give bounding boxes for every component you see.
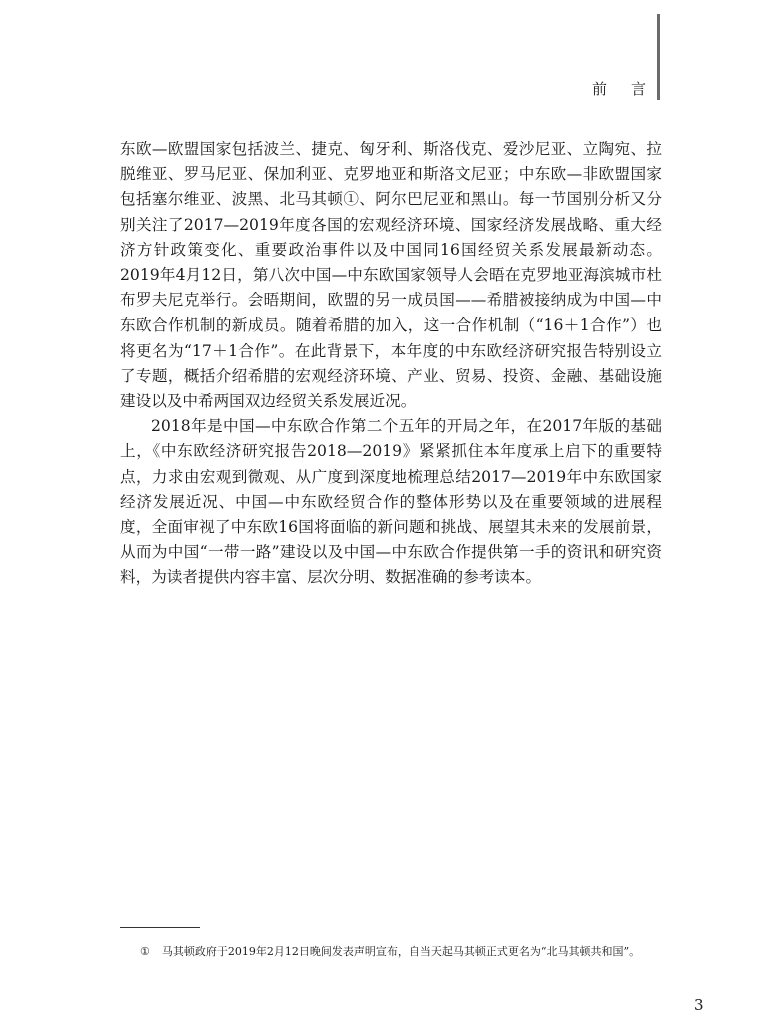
footnote	[140, 944, 680, 960]
running-head-char-2: 言	[631, 80, 647, 98]
running-head	[592, 78, 646, 99]
footnote-text: 马其顿政府于2019年2月12日晚间发表声明宣布，自当天起马其顿正式更名为“北马其顿共和国”。	[161, 945, 641, 958]
paragraph-1: 东欧—欧盟国家包括波兰、捷克、匈牙利、斯洛伐克、爱沙尼亚、立陶宛、拉脱维亚、罗马尼亚、保加利亚、克罗地亚和斯洛文尼亚；中东欧—非欧盟国家包括塞尔维亚、波黑、北马其顿①、阿尔巴尼亚和黑山。每一节国别分析又分别关注了2017—2019年度各国的宏观经济环境、国家经济发展战略、重大经济方针政策变化、重要政治事件以及中国同16国经贸关系发展最新动态。2019年4月12日，第八次中国—中东欧国家领导人会晤在克罗地亚海滨城市杜布罗夫尼克举行。会晤期间，欧盟的另一成员国——希腊被接纳成为中国—中东欧合作机制的新成员。随着希腊的加入，这一合作机制（“16＋1合作”）也将更名为“17＋1合作”。在此背景下，本年度的中东欧经济研究报告特别设立了专题，概括介绍希腊的宏观经济环境、产业、贸易、投资、金融、基础设施建设以及中希两国双边经贸关系发展近况。	[120, 140, 662, 411]
running-head-char-1: 前	[592, 80, 608, 98]
page-number: 3	[694, 996, 704, 1014]
body-text	[120, 137, 662, 591]
paragraph-2: 2018年是中国—中东欧合作第二个五年的开局之年，在2017年版的基础上，《中东欧经济研究报告2018—2019》紧紧抓住本年度承上启下的重要特点，力求由宏观到微观、从广度到深度地梳理总结2017—2019年中东欧国家经济发展近况、中国—中东欧经贸合作的整体形势以及在重要领域的进展程度，全面审视了中东欧16国将面临的新问题和挑战、展望其未来的发展前景，从而为中国“一带一路”建设以及中国—中东欧合作提供第一手的资讯和研究资料，为读者提供内容丰富、层次分明、数据准确的参考读本。	[120, 417, 662, 587]
footnote-marker: ①	[140, 945, 150, 958]
header-rule	[657, 14, 660, 100]
footnote-rule	[120, 927, 200, 928]
